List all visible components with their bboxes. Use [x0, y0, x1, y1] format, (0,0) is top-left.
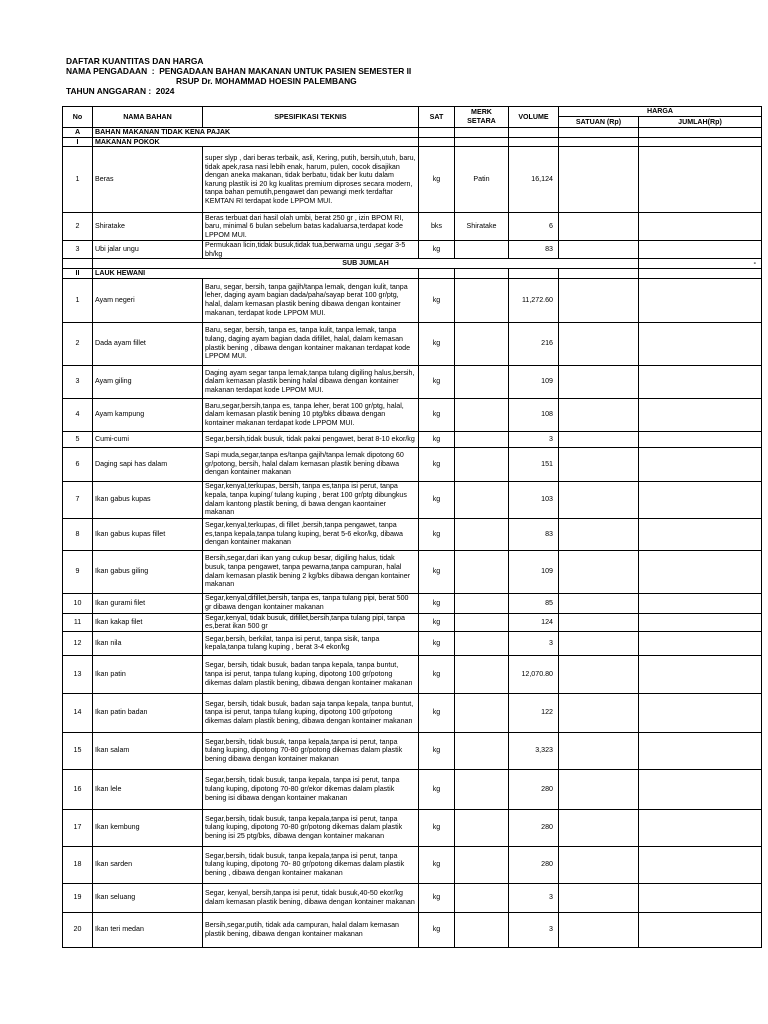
row-merk: Patin — [455, 147, 509, 213]
row-nama: Cumi-cumi — [93, 431, 203, 447]
row-spek: Segar,kenyal,difillet,bersih, tanpa es, tanpa tulang pipi, berat 500 gr dibawa dengan kontainer makanan — [203, 593, 419, 613]
row-volume: 85 — [509, 593, 559, 613]
row-spek: Permukaan licin,tidak busuk,tidak tua,berwarna ungu ,segar 3-5 bh/kg — [203, 241, 419, 259]
row-merk — [455, 550, 509, 593]
row-volume: 280 — [509, 846, 559, 883]
row-sat: kg — [419, 593, 455, 613]
row-volume: 83 — [509, 518, 559, 550]
subtotal-blank — [63, 259, 93, 269]
row-nama: Ayam giling — [93, 365, 203, 398]
row-no: 3 — [63, 241, 93, 259]
row-spek: Segar,bersih, berkilat, tanpa isi perut, tanpa sisik, tanpa kepala,tanpa tulang kuping , berat 3-4 ekor/kg — [203, 631, 419, 655]
row-volume: 3 — [509, 431, 559, 447]
row-no: 1 — [63, 278, 93, 322]
row-nama: Ikan salam — [93, 732, 203, 769]
row-satuan — [559, 278, 639, 322]
row-sat: kg — [419, 550, 455, 593]
section-row — [63, 128, 762, 138]
row-sat: kg — [419, 365, 455, 398]
row-sat: kg — [419, 809, 455, 846]
subtotal-row — [63, 259, 762, 269]
row-spek: Baru, segar, bersih, tanpa gajih/tanpa lemak, dengan kulit, tanpa leher, daging ayam bagian dada/paha/sayap berat 100 gr/ptg, halal, dalam kemasan plastik bening dibawa dengan kontainer makanan, terdapat kode LPPOM MUI. — [203, 278, 419, 322]
row-merk — [455, 447, 509, 481]
row-no: 18 — [63, 846, 93, 883]
row-nama: Ayam kampung — [93, 398, 203, 431]
row-volume: 12,070.80 — [509, 655, 559, 693]
row-spek: Segar,bersih, tidak busuk, tanpa kepala,tanpa isi perut, tanpa tulang kuping, dipotong 70-80 gr/potong dikemas dalam plastik bening dibawa dengan kontainer makanan — [203, 732, 419, 769]
row-satuan — [559, 732, 639, 769]
row-satuan — [559, 613, 639, 631]
col-header-nama: NAMA BAHAN — [93, 107, 203, 128]
section-label: BAHAN MAKANAN TIDAK KENA PAJAK — [93, 128, 419, 138]
row-satuan — [559, 147, 639, 213]
row-satuan — [559, 593, 639, 613]
row-no: 14 — [63, 693, 93, 732]
table-row — [63, 769, 762, 809]
group-label: MAKANAN POKOK — [93, 137, 419, 147]
row-no: 10 — [63, 593, 93, 613]
row-sat: kg — [419, 447, 455, 481]
row-volume: 6 — [509, 213, 559, 241]
row-satuan — [559, 631, 639, 655]
row-sat: bks — [419, 213, 455, 241]
row-merk — [455, 846, 509, 883]
col-header-satuan: SATUAN (Rp) — [559, 117, 639, 128]
group-no: II — [63, 268, 93, 278]
row-no: 17 — [63, 809, 93, 846]
row-merk — [455, 613, 509, 631]
blank-cell — [559, 268, 639, 278]
row-no: 13 — [63, 655, 93, 693]
row-no: 8 — [63, 518, 93, 550]
row-nama: Ubi jalar ungu — [93, 241, 203, 259]
row-nama: Ikan kakap filet — [93, 613, 203, 631]
row-satuan — [559, 846, 639, 883]
col-header-jumlah: JUMLAH(Rp) — [639, 117, 762, 128]
row-nama: Ikan nila — [93, 631, 203, 655]
row-sat: kg — [419, 655, 455, 693]
row-nama: Ikan sarden — [93, 846, 203, 883]
row-volume: 280 — [509, 809, 559, 846]
blank-cell — [455, 268, 509, 278]
row-spek: Sapi muda,segar,tanpa es/tanpa gajih/tanpa lemak dipotong 60 gr/potong, bersih, halal dalam kemasan plastik bening dibawa dengan kontainer makanan — [203, 447, 419, 481]
table-row — [63, 693, 762, 732]
blank-cell — [419, 268, 455, 278]
row-volume: 124 — [509, 613, 559, 631]
row-merk — [455, 732, 509, 769]
row-jumlah — [639, 241, 762, 259]
row-jumlah — [639, 846, 762, 883]
row-spek: Daging ayam segar tanpa lemak,tanpa tulang digiling halus,bersih, dalam kemasan plastik bening halal dibawa dengan kontainer makanan terdapat kode LPPOM MUI. — [203, 365, 419, 398]
subtotal-value: - — [639, 259, 762, 269]
row-nama: Beras — [93, 147, 203, 213]
row-nama: Ayam negeri — [93, 278, 203, 322]
row-sat: kg — [419, 631, 455, 655]
row-satuan — [559, 431, 639, 447]
row-sat: kg — [419, 613, 455, 631]
row-sat: kg — [419, 883, 455, 912]
table-row — [63, 322, 762, 365]
row-volume: 151 — [509, 447, 559, 481]
table-row — [63, 518, 762, 550]
group-label: LAUK HEWANI — [93, 268, 419, 278]
row-no: 1 — [63, 147, 93, 213]
row-nama: Ikan lele — [93, 769, 203, 809]
row-satuan — [559, 550, 639, 593]
row-spek: Baru,segar,bersih,tanpa es, tanpa leher, berat 100 gr/ptg, halal, dalam kemasan plastik bening 10 ptg/bks dibawa dengan kontainer makanan terdapat kode LPPOM MUI. — [203, 398, 419, 431]
row-jumlah — [639, 593, 762, 613]
row-no: 6 — [63, 447, 93, 481]
row-no: 9 — [63, 550, 93, 593]
doc-title: DAFTAR KUANTITAS DAN HARGA — [66, 56, 204, 66]
subtotal-label: SUB JUMLAH — [93, 259, 639, 269]
row-merk — [455, 769, 509, 809]
row-volume: 109 — [509, 365, 559, 398]
section-no: A — [63, 128, 93, 138]
row-nama: Ikan patin — [93, 655, 203, 693]
quantity-price-table — [62, 106, 762, 948]
row-volume: 11,272.60 — [509, 278, 559, 322]
table-row — [63, 213, 762, 241]
row-jumlah — [639, 550, 762, 593]
col-header-sat: SAT — [419, 107, 455, 128]
row-merk — [455, 365, 509, 398]
group-row — [63, 268, 762, 278]
row-no: 20 — [63, 912, 93, 947]
row-no: 16 — [63, 769, 93, 809]
row-sat: kg — [419, 769, 455, 809]
row-satuan — [559, 883, 639, 912]
row-jumlah — [639, 883, 762, 912]
table-row — [63, 147, 762, 213]
table-row — [63, 398, 762, 431]
row-jumlah — [639, 809, 762, 846]
row-spek: Bersih,segar,dari ikan yang cukup besar, digiling halus, tidak busuk, tanpa pengawet, tanpa pewarna,tanpa campuran, halal dalam kemasan plastik bening 2 kg/bks dibawa dengan kontainer makanan — [203, 550, 419, 593]
row-no: 2 — [63, 322, 93, 365]
row-satuan — [559, 769, 639, 809]
row-merk — [455, 431, 509, 447]
row-merk — [455, 593, 509, 613]
row-volume: 216 — [509, 322, 559, 365]
row-spek: Beras terbuat dari hasil olah umbi, berat 250 gr , izin BPOM RI, baru, minimal 6 bulan sebelum batas kadaluarsa,terdapat kode LPPOM MUI. — [203, 213, 419, 241]
row-spek: Segar,kenyal,terkupas, di fillet ,bersih,tanpa pengawet, tanpa es,tanpa kepala,tanpa tulang kuping, berat 5-6 ekor/kg, dibawa dengan kontainer makanan — [203, 518, 419, 550]
row-sat: kg — [419, 398, 455, 431]
row-spek: Bersih,segar,putih, tidak ada campuran, halal dalam kemasan plastik bening, dibawa dengan kontainer makanan — [203, 912, 419, 947]
table-row — [63, 241, 762, 259]
col-header-spek: SPESIFIKASI TEKNIS — [203, 107, 419, 128]
row-jumlah — [639, 278, 762, 322]
row-satuan — [559, 365, 639, 398]
row-satuan — [559, 241, 639, 259]
table-row — [63, 631, 762, 655]
table-row — [63, 593, 762, 613]
row-volume: 16,124 — [509, 147, 559, 213]
table-row — [63, 912, 762, 947]
row-volume: 3 — [509, 912, 559, 947]
row-nama: Ikan gurami filet — [93, 593, 203, 613]
row-jumlah — [639, 518, 762, 550]
row-merk: Shiratake — [455, 213, 509, 241]
row-jumlah — [639, 398, 762, 431]
row-satuan — [559, 809, 639, 846]
table-row — [63, 809, 762, 846]
row-merk — [455, 883, 509, 912]
col-header-harga: HARGA — [559, 107, 762, 117]
row-merk — [455, 655, 509, 693]
row-satuan — [559, 481, 639, 518]
row-sat: kg — [419, 912, 455, 947]
group-no: I — [63, 137, 93, 147]
table-row — [63, 550, 762, 593]
row-no: 5 — [63, 431, 93, 447]
row-satuan — [559, 322, 639, 365]
group-row — [63, 137, 762, 147]
row-sat: kg — [419, 431, 455, 447]
row-volume: 3,323 — [509, 732, 559, 769]
row-nama: Ikan patin badan — [93, 693, 203, 732]
row-satuan — [559, 213, 639, 241]
row-jumlah — [639, 322, 762, 365]
row-nama: Daging sapi has dalam — [93, 447, 203, 481]
row-merk — [455, 278, 509, 322]
table-row — [63, 278, 762, 322]
table-row — [63, 655, 762, 693]
row-nama: Shiratake — [93, 213, 203, 241]
row-spek: Segar, bersih, tidak busuk, badan saja tanpa kepala, tanpa buntut, tanpa isi perut, tanpa tulang kuping, dipotong 100 gr/potong dikemas dalam plastik bening, dibawa dengan kontainer makanan — [203, 693, 419, 732]
row-spek: Segar,kenyal, tidak busuk, difillet,bersih,tanpa tulang pipi, tanpa es,berat ikan 500 gr — [203, 613, 419, 631]
row-satuan — [559, 693, 639, 732]
row-no: 7 — [63, 481, 93, 518]
table-row — [63, 431, 762, 447]
row-jumlah — [639, 655, 762, 693]
row-satuan — [559, 447, 639, 481]
hospital-name: RSUP Dr. MOHAMMAD HOESIN PALEMBANG — [176, 76, 357, 86]
row-sat: kg — [419, 147, 455, 213]
row-no: 12 — [63, 631, 93, 655]
row-nama: Ikan teri medan — [93, 912, 203, 947]
row-satuan — [559, 518, 639, 550]
row-nama: Ikan kembung — [93, 809, 203, 846]
row-no: 2 — [63, 213, 93, 241]
row-jumlah — [639, 613, 762, 631]
table-row — [63, 447, 762, 481]
row-volume: 108 — [509, 398, 559, 431]
row-satuan — [559, 912, 639, 947]
row-jumlah — [639, 769, 762, 809]
row-spek: Segar,bersih, tidak busuk, tanpa kepala,tanpa isi perut, tanpa tulang kuping, dipotong 70-80 gr/potong dikemas dalam plastik bening isi 25 ptg/bks, dibawa dengan kontainer makanan — [203, 809, 419, 846]
row-jumlah — [639, 147, 762, 213]
col-header-merk: MERK SETARA — [455, 107, 509, 128]
budget-year: TAHUN ANGGARAN : 2024 — [66, 86, 175, 96]
row-merk — [455, 241, 509, 259]
row-spek: Segar, kenyal, bersih,tanpa isi perut, tidak busuk,40-50 ekor/kg dalam kemasan plastik bening, dibawa dengan kontainer makanan — [203, 883, 419, 912]
row-jumlah — [639, 481, 762, 518]
procurement-name: NAMA PENGADAAN : PENGADAAN BAHAN MAKANAN UNTUK PASIEN SEMESTER II — [66, 66, 412, 76]
table-row — [63, 481, 762, 518]
row-sat: kg — [419, 846, 455, 883]
col-header-no: No — [63, 107, 93, 128]
row-spek: super slyp , dari beras terbaik, asli, Kering, putih, bersih,utuh, baru, tidak apek,rasa nasi lebih enak, harum, pulen, cocok disajikan dengan aneka makanan, tidak berbatu, tidak ber kutu dalam karung plastik isi 20 kg kualitas premium diproses secara modern, tanpa bahan pemutih,pengawet dan pewangi merk terdaftar KEMTAN RI terdapat kode LPPOM MUI. — [203, 147, 419, 213]
row-jumlah — [639, 365, 762, 398]
row-volume: 280 — [509, 769, 559, 809]
row-no: 4 — [63, 398, 93, 431]
col-header-volume: VOLUME — [509, 107, 559, 128]
row-nama: Ikan gabus kupas fillet — [93, 518, 203, 550]
row-nama: Ikan gabus giling — [93, 550, 203, 593]
row-sat: kg — [419, 518, 455, 550]
row-merk — [455, 398, 509, 431]
row-merk — [455, 481, 509, 518]
row-volume: 122 — [509, 693, 559, 732]
row-volume: 83 — [509, 241, 559, 259]
row-no: 15 — [63, 732, 93, 769]
row-volume: 3 — [509, 631, 559, 655]
row-volume: 3 — [509, 883, 559, 912]
row-spek: Segar, bersih, tidak busuk, badan tanpa kepala, tanpa buntut, tanpa isi perut, tanpa tulang kuping, dipotong 100 gr/potong dikemas dalam plastik bening, dibawa dengan kontainer makanan — [203, 655, 419, 693]
row-sat: kg — [419, 322, 455, 365]
blank-cell — [639, 268, 762, 278]
row-merk — [455, 518, 509, 550]
row-volume: 109 — [509, 550, 559, 593]
row-nama: Dada ayam fillet — [93, 322, 203, 365]
row-merk — [455, 912, 509, 947]
row-sat: kg — [419, 693, 455, 732]
row-satuan — [559, 398, 639, 431]
row-jumlah — [639, 213, 762, 241]
row-no: 19 — [63, 883, 93, 912]
row-jumlah — [639, 447, 762, 481]
row-no: 3 — [63, 365, 93, 398]
row-no: 11 — [63, 613, 93, 631]
row-nama: Ikan gabus kupas — [93, 481, 203, 518]
row-jumlah — [639, 693, 762, 732]
row-spek: Segar,bersih, tidak busuk, tanpa kepala, tanpa isi perut, tanpa tulang kuping, dipotong 70-80 gr/ekor dikemas dalam plastik bening isi dibawa dengan kontainer makanan — [203, 769, 419, 809]
row-merk — [455, 631, 509, 655]
row-spek: Segar,bersih, tidak busuk, tanpa kepala,tanpa isi perut, tanpa tulang kuping, dipotong 70- 80 gr/potong dikemas dalam plastik bening , dibawa dengan kontainer makanan — [203, 846, 419, 883]
row-merk — [455, 809, 509, 846]
table-row — [63, 846, 762, 883]
table-row — [63, 613, 762, 631]
row-jumlah — [639, 431, 762, 447]
row-merk — [455, 693, 509, 732]
row-sat: kg — [419, 481, 455, 518]
row-sat: kg — [419, 732, 455, 769]
row-volume: 103 — [509, 481, 559, 518]
row-jumlah — [639, 912, 762, 947]
row-spek: Segar,bersih,tidak busuk, tidak pakai pengawet, berat 8-10 ekor/kg — [203, 431, 419, 447]
row-spek: Segar,kenyal,terkupas, bersih, tanpa es,tanpa isi perut, tanpa kepala, tanpa kuping/ tulang kuping , berat 100 gr/ptg dibungkus dalam kantong plastik bening, di bawa dengan kaontainer makanan — [203, 481, 419, 518]
row-sat: kg — [419, 278, 455, 322]
row-spek: Baru, segar, bersih, tanpa es, tanpa kulit, tanpa lemak, tanpa tulang, daging ayam bagian dada difillet, halal, dalam kemasan plastik bening , dibawa dengan kontainer makanan terdapat kode LPPOM MUI. — [203, 322, 419, 365]
row-jumlah — [639, 631, 762, 655]
row-satuan — [559, 655, 639, 693]
table-row — [63, 732, 762, 769]
table-row — [63, 365, 762, 398]
row-jumlah — [639, 732, 762, 769]
row-sat: kg — [419, 241, 455, 259]
row-nama: Ikan seluang — [93, 883, 203, 912]
table-row — [63, 883, 762, 912]
blank-cell — [509, 268, 559, 278]
row-merk — [455, 322, 509, 365]
